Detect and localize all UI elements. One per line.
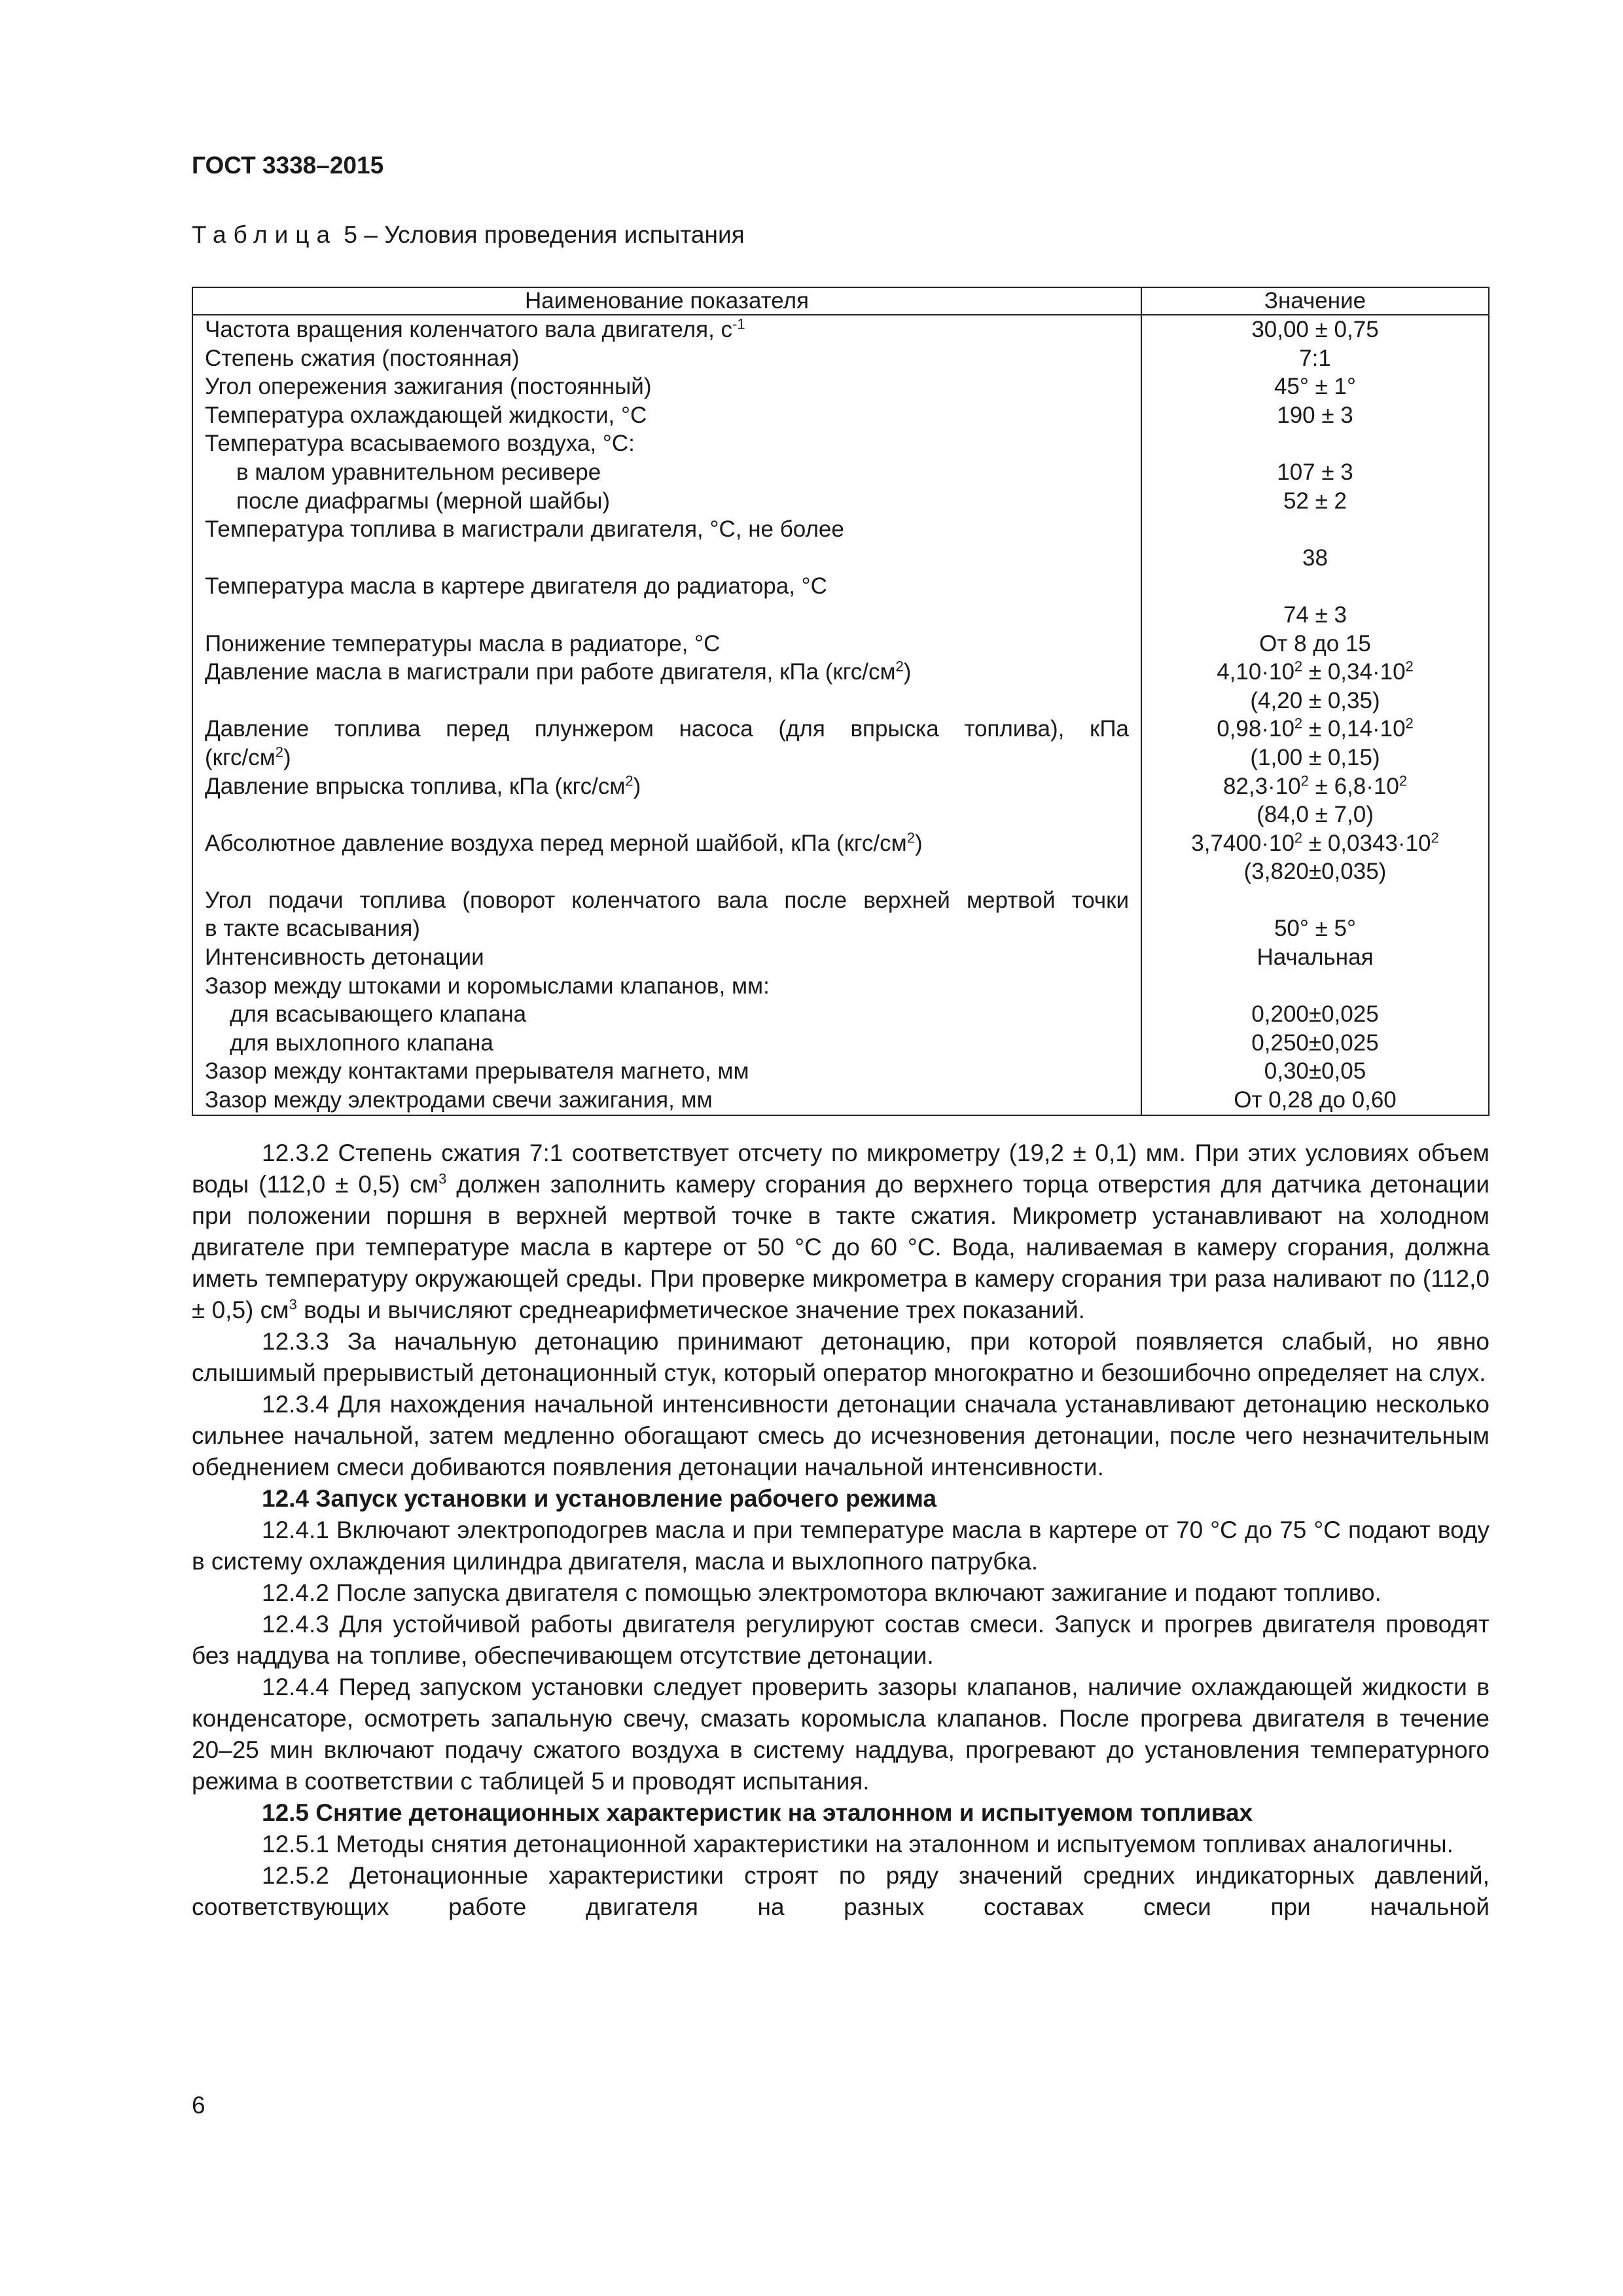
row-name bbox=[192, 315, 1141, 344]
row-value bbox=[1141, 715, 1489, 772]
table-row bbox=[192, 1000, 1489, 1029]
row-name bbox=[192, 829, 1141, 886]
paragraph-12-3-3: 12.3.3 За начальную детонацию принимают детонацию, при которой появляется слабый, но явно слышимый прерывистый детонационный стук, который оператор многократно и безошибочно определяет на слух. bbox=[192, 1328, 1489, 1386]
row-value: 107 ± 3 bbox=[1141, 458, 1489, 487]
superscript: 2 bbox=[1300, 772, 1309, 789]
row-name bbox=[192, 458, 1141, 487]
close-paren: ) bbox=[903, 659, 912, 685]
row-name-text: (кгс/см bbox=[205, 744, 276, 770]
superscript: 2 bbox=[1294, 829, 1303, 846]
close-paren: ) bbox=[914, 830, 923, 856]
row-name bbox=[192, 515, 1141, 572]
superscript: 2 bbox=[1399, 772, 1408, 789]
superscript: 2 bbox=[625, 772, 633, 789]
row-name bbox=[192, 715, 1141, 772]
row-value: 0,250±0,025 bbox=[1141, 1029, 1489, 1058]
table-row bbox=[192, 572, 1489, 629]
superscript: 2 bbox=[906, 829, 915, 846]
table-row bbox=[192, 487, 1489, 516]
row-value: 0,30±0,05 bbox=[1141, 1057, 1489, 1086]
row-name-text: Температура топлива в магистрали двигателя, °С, не более bbox=[205, 516, 844, 543]
superscript: 2 bbox=[1294, 658, 1303, 675]
row-name: Интенсивность детонации bbox=[192, 943, 1141, 972]
row-name bbox=[192, 1029, 1141, 1058]
table-caption bbox=[192, 221, 745, 249]
table-row bbox=[192, 829, 1489, 886]
row-value bbox=[1141, 772, 1489, 829]
superscript: 3 bbox=[438, 1170, 447, 1187]
row-value: Начальная bbox=[1141, 943, 1489, 972]
paragraph-text: должен заполнить камеру сгорания до верхнего торца отверстия для датчика детонации при положении поршня в верхней мертвой точке в такте сжатия. Микрометр устанавливают на холодном двигателе при температуре масла в картере от 50 °С до 60 °С. Вода, наливаемая в камеру сгорания, должна иметь температуру окружающей среды. При проверке микрометра в камеру сгорания три раза наливают по (112,0 ± 0,5) см bbox=[192, 1171, 1489, 1323]
row-value bbox=[1141, 658, 1489, 715]
superscript: 2 bbox=[275, 744, 284, 761]
row-name: Зазор между контактами прерывателя магнето, мм bbox=[192, 1057, 1141, 1086]
row-name-text: Абсолютное давление воздуха перед мерной шайбой, кПа (кгс/см bbox=[205, 830, 907, 856]
row-value: 45° ± 1° bbox=[1141, 372, 1489, 401]
row-value bbox=[1141, 429, 1489, 458]
table-row bbox=[192, 515, 1489, 572]
paragraph-12-5-1: 12.5.1 Методы снятия детонационной характеристики на эталонном и испытуемом топливах аналогичны. bbox=[262, 1831, 1454, 1857]
table-row bbox=[192, 344, 1489, 373]
paragraph-12-4-3: 12.4.3 Для устойчивой работы двигателя регулируют состав смеси. Запуск и прогрев двигателя проводят без наддува на топливе, обеспечивающем отсутствие детонации. bbox=[192, 1611, 1489, 1669]
paragraph-12-3-4: 12.3.4 Для нахождения начальной интенсивности детонации сначала устанавливают детонацию несколько сильнее начальной, затем медленно обогащают смесь до исчезновения детонации, после чего незначительным обеднением смеси добиваются появления детонации начальной интенсивности. bbox=[192, 1391, 1489, 1480]
row-name-text: для выхлопного клапана bbox=[230, 1030, 493, 1056]
superscript: -1 bbox=[732, 315, 745, 332]
superscript: 2 bbox=[1431, 829, 1439, 846]
close-paren: ) bbox=[283, 744, 291, 770]
row-name bbox=[192, 1000, 1141, 1029]
row-name-text: Угол подачи топлива (поворот коленчатого вала после верхней мертвой точки bbox=[205, 887, 1129, 913]
row-value-text: 82,3·10 bbox=[1222, 773, 1301, 799]
row-value-text: ± 0,34·10 bbox=[1302, 659, 1406, 685]
row-value-text: 38 bbox=[1302, 545, 1328, 571]
row-value: 7:1 bbox=[1141, 344, 1489, 373]
row-value: 190 ± 3 bbox=[1141, 401, 1489, 430]
body-text bbox=[192, 1138, 1489, 1923]
table-row bbox=[192, 630, 1489, 658]
table-row bbox=[192, 1086, 1489, 1115]
superscript: 3 bbox=[289, 1296, 297, 1313]
row-value bbox=[1141, 515, 1489, 572]
superscript: 2 bbox=[1405, 715, 1414, 732]
row-name: Угол опережения зажигания (постоянный) bbox=[192, 372, 1141, 401]
table-row bbox=[192, 401, 1489, 430]
table-row bbox=[192, 886, 1489, 943]
row-name bbox=[192, 487, 1141, 516]
row-value: 30,00 ± 0,75 bbox=[1141, 315, 1489, 344]
table-caption-text: 5 – Условия проведения испытания bbox=[337, 221, 745, 248]
row-name: Понижение температуры масла в радиаторе, °С bbox=[192, 630, 1141, 658]
row-name: Температура охлаждающей жидкости, °С bbox=[192, 401, 1141, 430]
row-name-text: Температура масла в картере двигателя до радиатора, °С bbox=[205, 573, 827, 600]
row-value-text: ± 0,14·10 bbox=[1302, 716, 1406, 742]
table-row bbox=[192, 715, 1489, 772]
row-name-text: для всасывающего клапана bbox=[230, 1001, 527, 1028]
row-name-text: Давление топлива перед плунжером насоса (для впрыска топлива), кПа bbox=[205, 716, 1129, 742]
section-heading-12-5: 12.5 Снятие детонационных характеристик на эталонном и испытуемом топливах bbox=[262, 1799, 1253, 1826]
table-row bbox=[192, 1057, 1489, 1086]
row-value-secondary: (4,20 ± 0,35) bbox=[1250, 687, 1380, 713]
column-header-value: Значение bbox=[1141, 287, 1489, 315]
row-value bbox=[1141, 972, 1489, 1001]
paragraph-text: 12.3.2 Степень сжатия 7:1 соответствует отсчету по микрометру (19,2 ± 0,1) мм. При этих условиях объем воды (112,0 ± 0,5) см bbox=[192, 1139, 1489, 1198]
table-row bbox=[192, 972, 1489, 1001]
table-row bbox=[192, 372, 1489, 401]
paragraph-12-5-2: 12.5.2 Детонационные характеристики строят по ряду значений средних индикаторных давлений, соответствующих работе двигателя на разных составах смеси при начальной bbox=[192, 1862, 1489, 1920]
row-value: 52 ± 2 bbox=[1141, 487, 1489, 516]
row-name bbox=[192, 886, 1141, 943]
close-paren: ) bbox=[633, 773, 641, 799]
table-row bbox=[192, 458, 1489, 487]
row-name: Температура всасываемого воздуха, °С: bbox=[192, 429, 1141, 458]
table-row bbox=[192, 943, 1489, 972]
superscript: 2 bbox=[895, 658, 904, 675]
table-row bbox=[192, 315, 1489, 344]
row-name-text: Давление масла в магистрали при работе двигателя, кПа (кгс/см bbox=[205, 659, 896, 685]
row-value-secondary: (1,00 ± 0,15) bbox=[1250, 744, 1380, 770]
row-name-text: Частота вращения коленчатого вала двигателя, с bbox=[205, 317, 733, 342]
table-row bbox=[192, 1029, 1489, 1058]
paragraph-12-3-2 bbox=[192, 1138, 1489, 1326]
row-value: 0,200±0,025 bbox=[1141, 1000, 1489, 1029]
paragraph-12-4-2: 12.4.2 После запуска двигателя с помощью электромотора включают зажигание и подают топливо. bbox=[262, 1579, 1382, 1606]
row-name-text: Давление впрыска топлива, кПа (кгс/см bbox=[205, 773, 626, 799]
table-caption-word: Таблица bbox=[192, 221, 338, 248]
row-name-text: в такте всасывания) bbox=[205, 916, 420, 942]
table-header-row bbox=[192, 287, 1489, 315]
column-header-name: Наименование показателя bbox=[192, 287, 1141, 315]
row-value-secondary: (84,0 ± 7,0) bbox=[1257, 802, 1374, 828]
superscript: 2 bbox=[1294, 715, 1303, 732]
table-row bbox=[192, 429, 1489, 458]
row-name: Зазор между электродами свечи зажигания, мм bbox=[192, 1086, 1141, 1115]
row-value: От 0,28 до 0,60 bbox=[1141, 1086, 1489, 1115]
page-number: 6 bbox=[192, 2092, 205, 2119]
row-value-text: ± 0,0343·10 bbox=[1302, 830, 1431, 856]
paragraph-12-4-4: 12.4.4 Перед запуском установки следует проверить зазоры клапанов, наличие охлаждающей жидкости в конденсаторе, осмотреть запальную свечу, смазать коромысла клапанов. После прогрева двигателя в течение 20–25 мин включают подачу сжатого воздуха в систему наддува, прогревают до установления температурного режима в соответствии с таблицей 5 и проводят испытания. bbox=[192, 1674, 1489, 1795]
row-value-text: 3,7400·10 bbox=[1191, 830, 1294, 856]
row-value bbox=[1141, 572, 1489, 629]
table-row bbox=[192, 658, 1489, 715]
paragraph-12-4-1: 12.4.1 Включают электроподогрев масла и при температуре масла в картере от 70 °С до 75 °С подают воду в систему охлаждения цилиндра двигателя, масла и выхлопного патрубка. bbox=[192, 1516, 1489, 1575]
row-value: От 8 до 15 bbox=[1141, 630, 1489, 658]
row-value-text: 0,98·10 bbox=[1217, 716, 1294, 742]
section-heading-12-4: 12.4 Запуск установки и установление рабочего режима bbox=[262, 1485, 937, 1512]
paragraph-text: воды и вычисляют среднеарифметическое значение трех показаний. bbox=[296, 1297, 1085, 1323]
row-value bbox=[1141, 829, 1489, 886]
superscript: 2 bbox=[1405, 658, 1414, 675]
row-value-text: 50° ± 5° bbox=[1274, 916, 1357, 942]
document-header: ГОСТ 3338–2015 bbox=[192, 152, 384, 179]
row-name bbox=[192, 572, 1141, 629]
row-value-text: ± 6,8·10 bbox=[1308, 773, 1399, 799]
row-name bbox=[192, 658, 1141, 715]
row-value-secondary: (3,820±0,035) bbox=[1243, 859, 1387, 885]
row-name-text: в малом уравнительном ресивере bbox=[236, 459, 601, 485]
conditions-table bbox=[192, 287, 1489, 1116]
row-value bbox=[1141, 886, 1489, 943]
table-row bbox=[192, 772, 1489, 829]
row-name: Зазор между штоками и коромыслами клапанов, мм: bbox=[192, 972, 1141, 1001]
row-name: Степень сжатия (постоянная) bbox=[192, 344, 1141, 373]
row-name-text: после диафрагмы (мерной шайбы) bbox=[236, 488, 611, 514]
row-value-text: 4,10·10 bbox=[1217, 659, 1294, 685]
row-name bbox=[192, 772, 1141, 829]
row-value-text: 74 ± 3 bbox=[1283, 601, 1347, 628]
